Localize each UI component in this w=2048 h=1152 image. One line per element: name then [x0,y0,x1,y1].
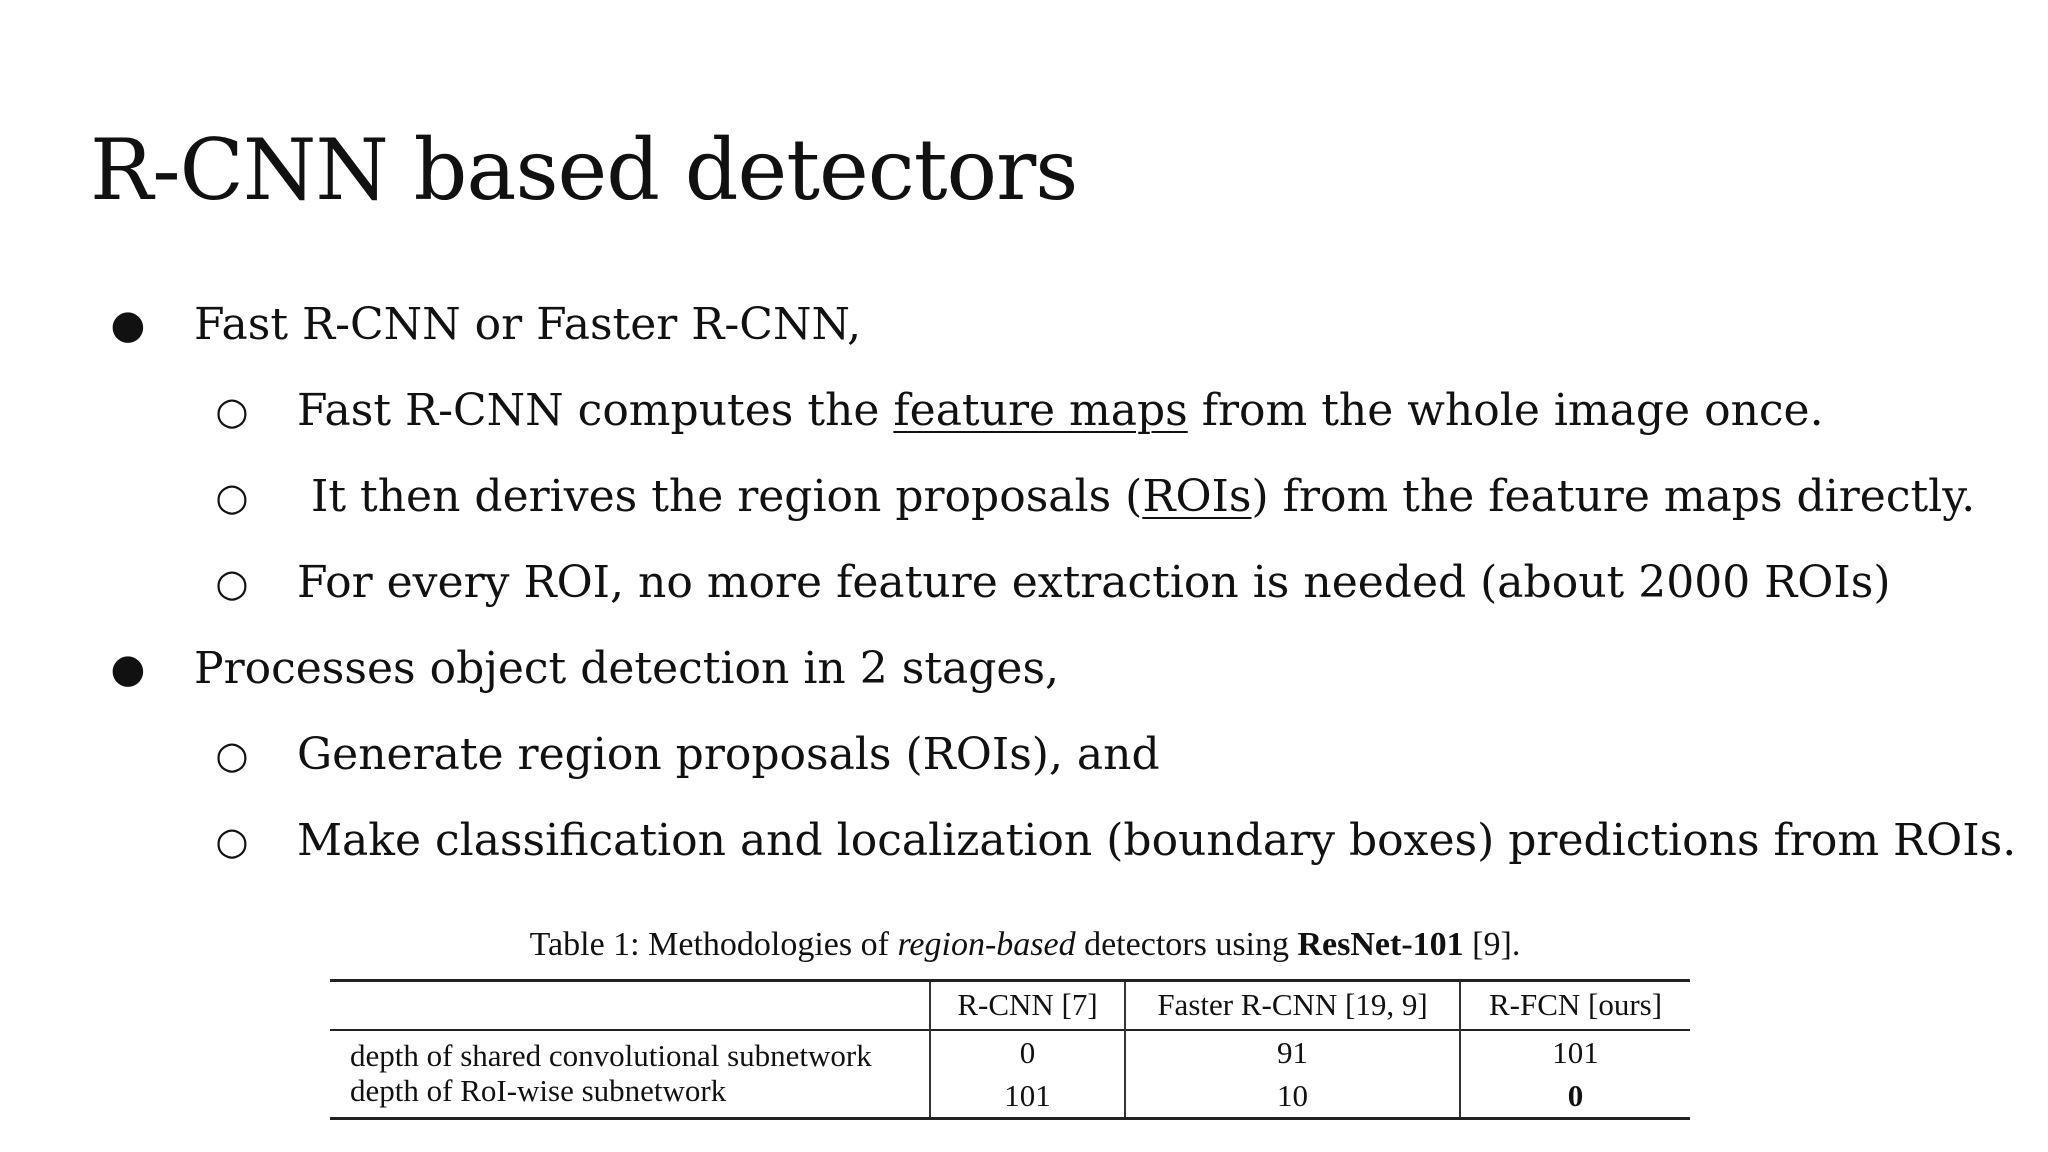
sub-bullet-text: ) from the feature maps directly. [1251,471,1976,522]
sub-bullet-text: from the whole image once. [1187,385,1824,436]
sub-bullet-item [297,383,1824,439]
methodology-table [330,979,1690,1120]
table-header-row [330,982,1690,1030]
sub-bullet-circle-icon: ○ [215,819,249,863]
caption-text: [9]. [1463,926,1521,963]
table-row [330,1031,1690,1073]
caption-text: detectors using [1075,926,1298,963]
sub-bullet-circle-icon: ○ [215,475,249,519]
row-label: depth of shared convolutional subnetwork [350,1038,872,1073]
sub-bullet-circle-icon: ○ [215,389,249,433]
caption-italic: region-based [897,926,1076,963]
table-figure [330,925,1690,1113]
column-header: R-CNN [7] [930,982,1125,1030]
row-label: depth of RoI-wise subnetwork [350,1073,727,1108]
sub-bullet-item: Make classification and localization (boundary boxes) predictions from ROIs. [297,815,2017,866]
column-header: R-FCN [ours] [1460,982,1690,1030]
table-cell: 101 [1460,1031,1690,1073]
table-row [330,1073,1690,1119]
bullet-item: Processes object detection in 2 stages, [194,643,1060,694]
bullet-dot-icon: ● [110,646,146,692]
table-cell: 101 [930,1073,1125,1119]
bullet-dot-icon: ● [110,302,146,348]
caption-text: Table 1: Methodologies of [529,926,898,963]
sub-bullet-item [297,469,1975,525]
column-header: Faster R-CNN [19, 9] [1125,982,1460,1030]
rois-link[interactable]: ROIs [1142,471,1252,522]
table-caption [360,925,1690,965]
table-header-empty [330,982,930,1030]
table-cell: 0 [930,1031,1125,1073]
sub-bullet-circle-icon: ○ [215,733,249,777]
sub-bullet-text: It then derives the region proposals ( [297,471,1143,522]
table-cell: 10 [1125,1073,1460,1119]
sub-bullet-item: Generate region proposals (ROIs), and [297,729,1160,780]
feature-maps-link[interactable]: feature maps [893,385,1188,436]
sub-bullet-circle-icon: ○ [215,561,249,605]
bullet-item: Fast R-CNN or Faster R-CNN, [194,299,862,350]
sub-bullet-item: For every ROI, no more feature extraction is needed (about 2000 ROIs) [297,557,1891,608]
table-cell: 91 [1125,1031,1460,1073]
table-cell-highlight: 0 [1460,1073,1690,1119]
caption-bold: ResNet-101 [1297,926,1464,963]
slide-title: R-CNN based detectors [90,121,1078,219]
sub-bullet-text: Fast R-CNN computes the [297,385,894,436]
